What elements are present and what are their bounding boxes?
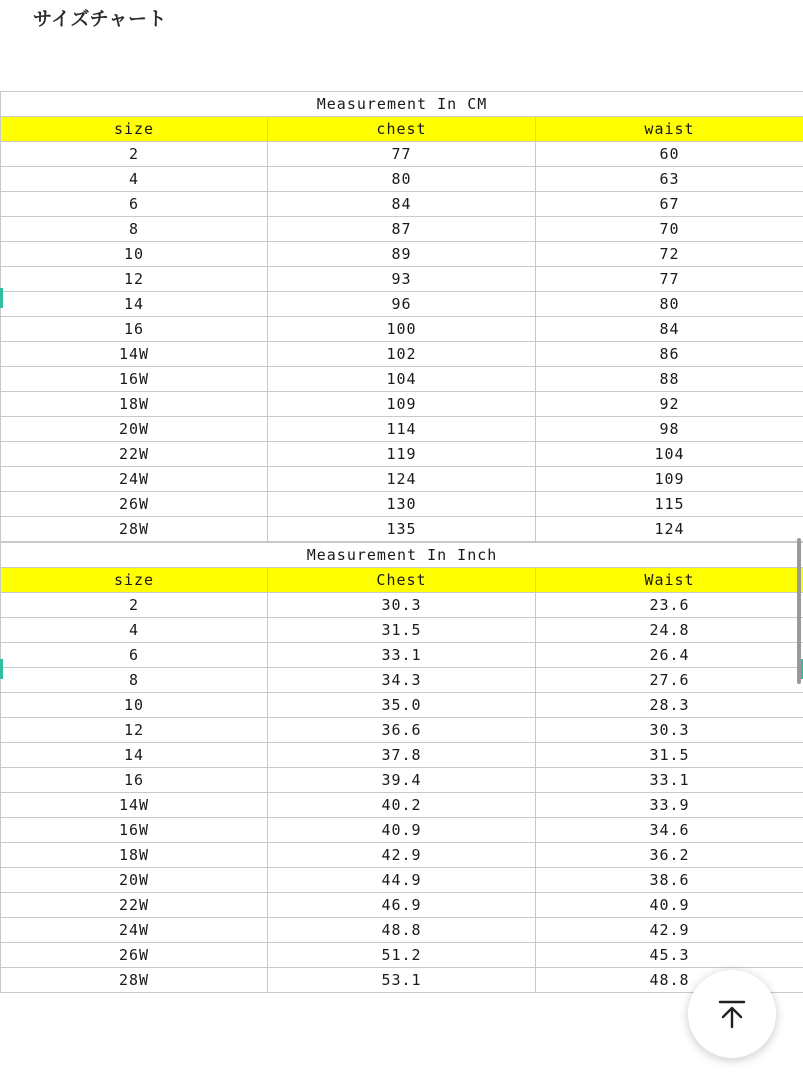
- column-header-waist: Waist: [536, 568, 803, 593]
- table-row: [1, 718, 803, 743]
- cell-waist: 26.4: [536, 643, 803, 668]
- cell-waist: 28.3: [536, 693, 803, 718]
- cell-chest: 37.8: [268, 743, 536, 768]
- cell-size: 20W: [1, 417, 268, 442]
- cell-chest: 46.9: [268, 893, 536, 918]
- cell-size: 20W: [1, 868, 268, 893]
- edge-accent-mark: [0, 288, 3, 308]
- section-title-inch: Measurement In Inch: [1, 543, 803, 568]
- cell-chest: 36.6: [268, 718, 536, 743]
- cell-size: 2: [1, 142, 268, 167]
- table-row: [1, 868, 803, 893]
- cell-waist: 92: [536, 392, 803, 417]
- vertical-scrollbar[interactable]: [797, 538, 801, 684]
- table-row: [1, 743, 803, 768]
- cell-waist: 84: [536, 317, 803, 342]
- cell-chest: 35.0: [268, 693, 536, 718]
- cell-waist: 70: [536, 217, 803, 242]
- cell-size: 12: [1, 718, 268, 743]
- cell-waist: 80: [536, 292, 803, 317]
- cell-size: 24W: [1, 918, 268, 943]
- table-row: [1, 417, 803, 442]
- cell-size: 16W: [1, 367, 268, 392]
- cell-waist: 40.9: [536, 893, 803, 918]
- cell-chest: 53.1: [268, 968, 536, 993]
- cell-chest: 40.9: [268, 818, 536, 843]
- cell-size: 4: [1, 167, 268, 192]
- cell-size: 22W: [1, 893, 268, 918]
- cell-chest: 87: [268, 217, 536, 242]
- cell-waist: 42.9: [536, 918, 803, 943]
- table-row: [1, 843, 803, 868]
- column-header-chest: Chest: [268, 568, 536, 593]
- section-title-row: [1, 543, 803, 568]
- cell-waist: 45.3: [536, 943, 803, 968]
- table-row: [1, 818, 803, 843]
- table-row: [1, 242, 803, 267]
- cell-waist: 31.5: [536, 743, 803, 768]
- cell-chest: 119: [268, 442, 536, 467]
- cell-size: 16: [1, 317, 268, 342]
- table-row: [1, 317, 803, 342]
- cell-chest: 96: [268, 292, 536, 317]
- table-row: [1, 593, 803, 618]
- cell-chest: 93: [268, 267, 536, 292]
- section-title-cm: Measurement In CM: [1, 92, 803, 117]
- scroll-to-top-button[interactable]: [688, 970, 776, 1058]
- cell-waist: 63: [536, 167, 803, 192]
- cell-waist: 48.8: [536, 968, 803, 993]
- cell-size: 16W: [1, 818, 268, 843]
- cell-waist: 88: [536, 367, 803, 392]
- cell-waist: 98: [536, 417, 803, 442]
- table-row: [1, 492, 803, 517]
- cell-size: 14W: [1, 793, 268, 818]
- cell-chest: 40.2: [268, 793, 536, 818]
- cell-waist: 124: [536, 517, 803, 542]
- size-chart-inch-table: [0, 542, 803, 993]
- table-row: [1, 793, 803, 818]
- cell-chest: 30.3: [268, 593, 536, 618]
- cell-waist: 23.6: [536, 593, 803, 618]
- table-row: [1, 668, 803, 693]
- cell-size: 24W: [1, 467, 268, 492]
- arrow-up-icon: [712, 994, 752, 1034]
- cell-waist: 60: [536, 142, 803, 167]
- cell-waist: 38.6: [536, 868, 803, 893]
- cell-size: 8: [1, 217, 268, 242]
- cell-chest: 130: [268, 492, 536, 517]
- table-row: [1, 517, 803, 542]
- cell-chest: 33.1: [268, 643, 536, 668]
- table-row: [1, 968, 803, 993]
- cell-waist: 33.9: [536, 793, 803, 818]
- column-header-size: size: [1, 117, 268, 142]
- cell-size: 18W: [1, 392, 268, 417]
- table-row: [1, 943, 803, 968]
- page-title: サイズチャート: [33, 8, 168, 30]
- cell-chest: 77: [268, 142, 536, 167]
- cell-size: 28W: [1, 968, 268, 993]
- table-row: [1, 267, 803, 292]
- table-row: [1, 217, 803, 242]
- cell-size: 12: [1, 267, 268, 292]
- cell-chest: 48.8: [268, 918, 536, 943]
- cell-waist: 34.6: [536, 818, 803, 843]
- table-row: [1, 918, 803, 943]
- column-header-chest: chest: [268, 117, 536, 142]
- cell-size: 14W: [1, 342, 268, 367]
- cell-size: 16: [1, 768, 268, 793]
- cell-size: 4: [1, 618, 268, 643]
- column-header-row: [1, 568, 803, 593]
- cell-size: 10: [1, 693, 268, 718]
- cell-chest: 51.2: [268, 943, 536, 968]
- cell-waist: 109: [536, 467, 803, 492]
- cell-chest: 34.3: [268, 668, 536, 693]
- size-chart-cm-table: [0, 91, 803, 542]
- column-header-waist: waist: [536, 117, 803, 142]
- cell-chest: 84: [268, 192, 536, 217]
- cell-size: 26W: [1, 943, 268, 968]
- cell-size: 8: [1, 668, 268, 693]
- column-header-size: size: [1, 568, 268, 593]
- cell-waist: 27.6: [536, 668, 803, 693]
- cell-waist: 77: [536, 267, 803, 292]
- cell-chest: 100: [268, 317, 536, 342]
- cell-chest: 42.9: [268, 843, 536, 868]
- cell-waist: 30.3: [536, 718, 803, 743]
- table-row: [1, 693, 803, 718]
- cell-size: 6: [1, 192, 268, 217]
- cell-size: 14: [1, 292, 268, 317]
- table-row: [1, 618, 803, 643]
- section-title-row: [1, 92, 803, 117]
- cell-waist: 67: [536, 192, 803, 217]
- column-header-row: [1, 117, 803, 142]
- cell-chest: 80: [268, 167, 536, 192]
- cell-chest: 102: [268, 342, 536, 367]
- table-row: [1, 342, 803, 367]
- table-row: [1, 392, 803, 417]
- cell-size: 6: [1, 643, 268, 668]
- cell-size: 2: [1, 593, 268, 618]
- cell-size: 14: [1, 743, 268, 768]
- edge-accent-mark: [0, 659, 3, 679]
- cell-chest: 124: [268, 467, 536, 492]
- cell-chest: 31.5: [268, 618, 536, 643]
- cell-size: 10: [1, 242, 268, 267]
- cell-size: 18W: [1, 843, 268, 868]
- cell-chest: 89: [268, 242, 536, 267]
- cell-waist: 24.8: [536, 618, 803, 643]
- size-chart-container: [0, 91, 803, 1080]
- table-row: [1, 192, 803, 217]
- cell-chest: 104: [268, 367, 536, 392]
- cell-size: 28W: [1, 517, 268, 542]
- cell-chest: 109: [268, 392, 536, 417]
- cell-chest: 135: [268, 517, 536, 542]
- table-row: [1, 768, 803, 793]
- table-row: [1, 142, 803, 167]
- cell-waist: 36.2: [536, 843, 803, 868]
- table-row: [1, 292, 803, 317]
- cell-chest: 114: [268, 417, 536, 442]
- cell-waist: 33.1: [536, 768, 803, 793]
- table-row: [1, 167, 803, 192]
- table-row: [1, 467, 803, 492]
- table-row: [1, 442, 803, 467]
- cell-waist: 115: [536, 492, 803, 517]
- cell-chest: 44.9: [268, 868, 536, 893]
- table-row: [1, 643, 803, 668]
- cell-size: 22W: [1, 442, 268, 467]
- table-row: [1, 893, 803, 918]
- cell-waist: 72: [536, 242, 803, 267]
- cell-waist: 104: [536, 442, 803, 467]
- table-row: [1, 367, 803, 392]
- cell-chest: 39.4: [268, 768, 536, 793]
- cell-size: 26W: [1, 492, 268, 517]
- cell-waist: 86: [536, 342, 803, 367]
